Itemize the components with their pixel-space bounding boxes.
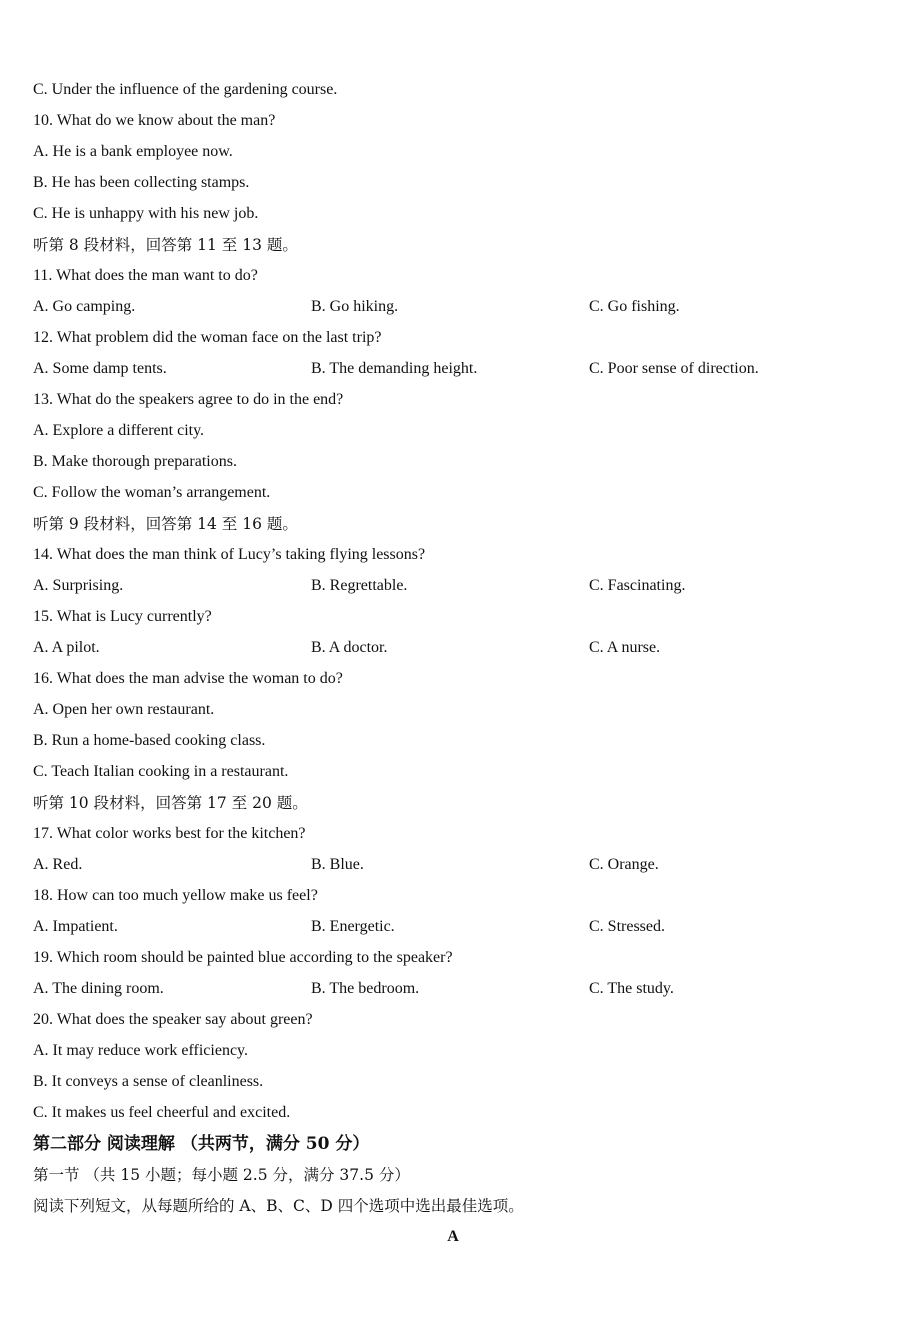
q17-option-c: C. Orange. [589,856,659,873]
question-14: 14. What does the man think of Lucy’s taking flying lessons? [33,546,426,563]
q20-option-c: C. It makes us feel cheerful and excited. [33,1104,291,1121]
q14-options [33,574,873,605]
q15-option-b: B. A doctor. [311,639,388,656]
q18-option-a: A. Impatient. [33,918,118,935]
exam-page [33,78,873,1256]
q13-option-c: C. Follow the woman’s arrangement. [33,484,271,501]
question-10: 10. What do we know about the man? [33,112,276,129]
section-one-heading: 第一节 （共 15 小题；每小题 2.5 分，满分 37.5 分） [33,1166,410,1184]
question-18: 18. How can too much yellow make us feel? [33,887,318,904]
q18-option-b: B. Energetic. [311,918,395,935]
q19-option-b: B. The bedroom. [311,980,420,997]
question-12: 12. What problem did the woman face on the last trip? [33,329,382,346]
instruction-passage-8: 听第 8 段材料，回答第 11 至 13 题。 [33,236,298,254]
q13-option-b: B. Make thorough preparations. [33,453,237,470]
q10-option-c: C. He is unhappy with his new job. [33,205,259,222]
q20-option-b: B. It conveys a sense of cleanliness. [33,1073,264,1090]
q19-options [33,977,873,1008]
q17-option-b: B. Blue. [311,856,364,873]
question-20: 20. What does the speaker say about green? [33,1011,313,1028]
question-15: 15. What is Lucy currently? [33,608,212,625]
question-17: 17. What color works best for the kitchen? [33,825,306,842]
q17-options [33,853,873,884]
q12-option-b: B. The demanding height. [311,360,478,377]
q15-option-a: A. A pilot. [33,639,100,656]
q12-option-a: A. Some damp tents. [33,360,167,377]
q16-option-b: B. Run a home-based cooking class. [33,732,266,749]
q14-option-a: A. Surprising. [33,577,124,594]
q16-option-a: A. Open her own restaurant. [33,701,215,718]
instruction-passage-9: 听第 9 段材料，回答第 14 至 16 题。 [33,515,298,533]
q11-option-b: B. Go hiking. [311,298,399,315]
question-13: 13. What do the speakers agree to do in the end? [33,391,344,408]
option-c-q9: C. Under the influence of the gardening course. [33,81,338,98]
question-19: 19. Which room should be painted blue according to the speaker? [33,949,453,966]
passage-label: A [447,1228,459,1245]
q12-options [33,357,873,388]
question-16: 16. What does the man advise the woman to do? [33,670,343,687]
instruction-passage-10: 听第 10 段材料，回答第 17 至 20 题。 [33,794,308,812]
part-two-heading: 第二部分 阅读理解 （共两节，满分 50 分） [33,1134,370,1154]
q10-option-b: B. He has been collecting stamps. [33,174,250,191]
q13-option-a: A. Explore a different city. [33,422,205,439]
q11-options [33,295,873,326]
question-11: 11. What does the man want to do? [33,267,258,284]
q14-option-c: C. Fascinating. [589,577,686,594]
q19-option-a: A. The dining room. [33,980,164,997]
q15-option-c: C. A nurse. [589,639,661,656]
q20-option-a: A. It may reduce work efficiency. [33,1042,249,1059]
q12-option-c: C. Poor sense of direction. [589,360,759,377]
q18-option-c: C. Stressed. [589,918,665,935]
q18-options [33,915,873,946]
q11-option-c: C. Go fishing. [589,298,680,315]
q14-option-b: B. Regrettable. [311,577,408,594]
q17-option-a: A. Red. [33,856,83,873]
q10-option-a: A. He is a bank employee now. [33,143,233,160]
reading-instruction: 阅读下列短文，从每题所给的 A、B、C、D 四个选项中选出最佳选项。 [33,1197,524,1215]
q19-option-c: C. The study. [589,980,674,997]
q15-options [33,636,873,667]
q11-option-a: A. Go camping. [33,298,136,315]
q16-option-c: C. Teach Italian cooking in a restaurant. [33,763,289,780]
